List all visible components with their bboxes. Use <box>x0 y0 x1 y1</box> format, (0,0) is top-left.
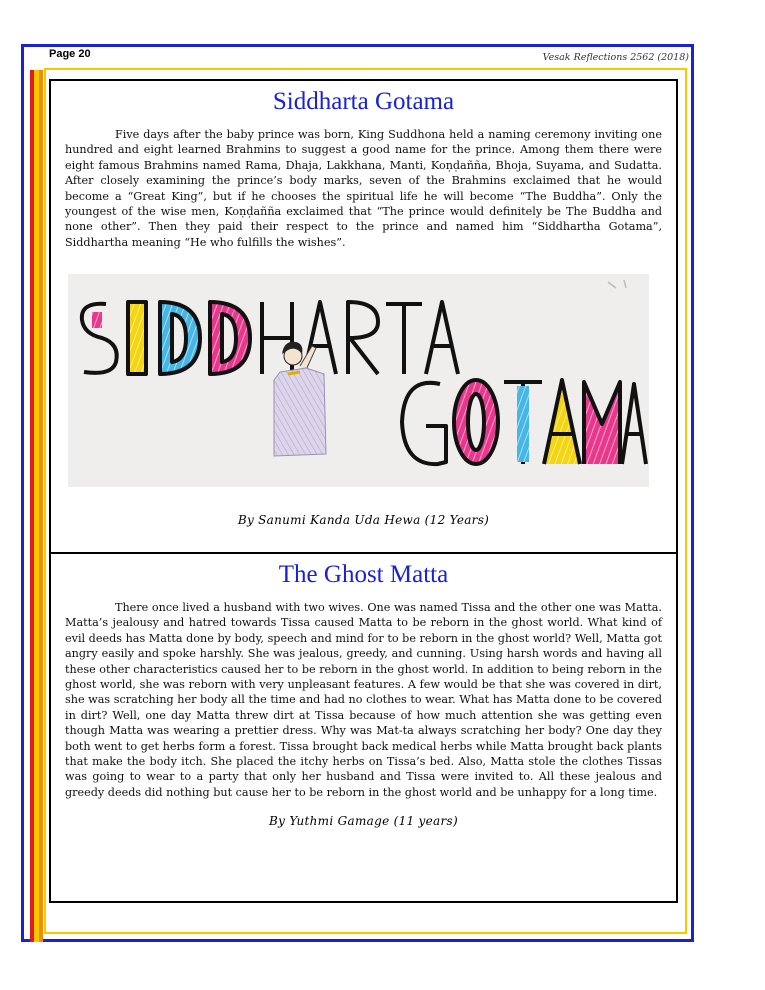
article-paragraph: Five days after the baby prince was born, King Suddhona held a naming ceremony inviting one hundred and eight learned Brahmins to suggest a good name for the prince. Among them there were eight famous Brahmins named Rama, Dhaja, Lakkhana, Manti, Koṇḍañña, Bhoja, Suyama, and Sudatta. After closely examining the prince’s body marks, seven of the Brahmins exclaimed that he would become a “Great King”, but if he chooses the spiritual life he will become “The Buddha”. Only the youngest of the wise men, Koṇḍañña exclaimed that “The prince would definitely be The Buddha and none other”. Then they paid their respect to the prince and named him “Siddhartha Gotama”, Siddhartha meaning “He who fulfills the wishes”. <box>65 128 662 249</box>
article-byline: By Sanumi Kanda Uda Hewa (12 Years) <box>237 513 490 527</box>
prince-figure <box>274 342 326 456</box>
article-title: Siddharta Gotama <box>272 88 455 115</box>
article-siddharta-gotama <box>49 79 678 554</box>
publication-title: Vesak Reflections 2562 (2018) <box>542 52 689 63</box>
article-byline: By Yuthmi Gamage (11 years) <box>269 814 458 829</box>
article-paragraph: There once lived a husband with two wives. One was named Tissa and the other one was Matta. Matta’s jealousy and hatred towards Tissa caused Matta to be reborn in the ghost world. What kind of evil deeds has Matta done by body, speech and mind for to be reborn in the ghost world? Well, Matta got angry easily and spoke harshly. She was jealous, greedy, and cunning. Using harsh words and having all these other characteristics caused her to be reborn in the ghost world. In addition to being reborn in the ghost world, she was reborn with very unpleasant features. A few would be that she was covered in dirt, she was scratching her body all the time and had no clothes to wear. What has Matta done to be covered in dirt? Well, one day Matta threw dirt at Tissa because of how much attention she was getting even though Matta was wearing a prettier dress. Why was Mat-ta always scratching her body? One day they both went to get herbs form a forest. Tissa brought back medical herbs while Matta brought back plants that make the body itch. She placed the itchy herbs on Tissa’s bed. Also, Matta stole the clothes Tissas was going to wear to a party that only her husband and Tissa were invited to. All these jealous and greedy deeds did nothing but cause her to be reborn in the ghost world and be unhappy for a long time. <box>65 601 662 799</box>
flag-stripe-orange <box>39 70 43 942</box>
article-title: The Ghost Matta <box>278 561 449 588</box>
child-drawing-image <box>68 274 649 487</box>
page-number: Page 20 <box>49 48 91 60</box>
article-ghost-matta <box>49 552 678 903</box>
